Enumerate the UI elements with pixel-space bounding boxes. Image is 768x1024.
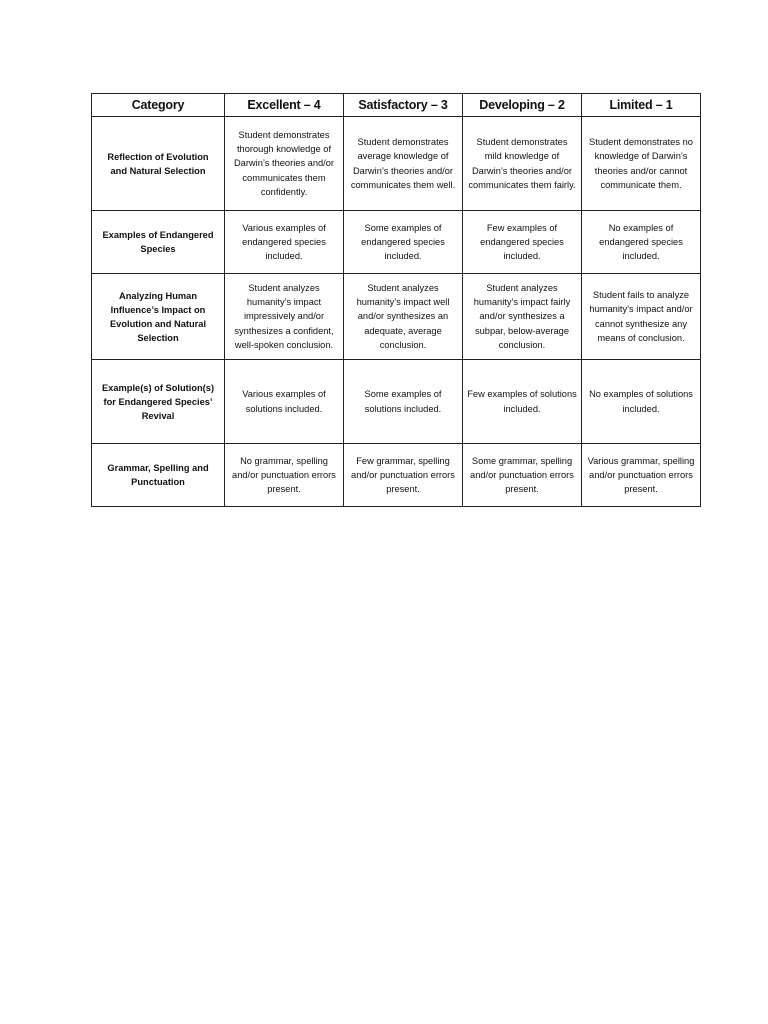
row-category: Reflection of Evolution and Natural Selection [92,117,225,211]
table-row [92,360,701,444]
table-row [92,211,701,274]
rubric-table [91,93,701,507]
row-category: Analyzing Human Influence’s Impact on Evolution and Natural Selection [92,274,225,360]
table-cell: Student demonstrates mild knowledge of Darwin’s theories and/or communicates them fairly. [463,117,582,211]
table-cell: Student demonstrates thorough knowledge of Darwin’s theories and/or communicates them confidently. [225,117,344,211]
row-category: Example(s) of Solution(s) for Endangered Species’ Revival [92,360,225,444]
table-cell: Few examples of endangered species included. [463,211,582,274]
table-cell: No examples of solutions included. [582,360,701,444]
table-cell: Various grammar, spelling and/or punctuation errors present. [582,444,701,507]
table-cell: Few examples of solutions included. [463,360,582,444]
row-category: Grammar, Spelling and Punctuation [92,444,225,507]
table-cell: Various examples of endangered species included. [225,211,344,274]
header-category: Category [92,94,225,117]
header-row [92,94,701,117]
table-cell: Student analyzes humanity’s impact fairly and/or synthesizes a subpar, below-average conclusion. [463,274,582,360]
table-cell: Some examples of endangered species included. [344,211,463,274]
table-row [92,274,701,360]
header-developing: Developing – 2 [463,94,582,117]
table-cell: No examples of endangered species included. [582,211,701,274]
header-satisfactory: Satisfactory – 3 [344,94,463,117]
table-cell: Some grammar, spelling and/or punctuation errors present. [463,444,582,507]
table-row [92,117,701,211]
header-limited: Limited – 1 [582,94,701,117]
table-cell: Student demonstrates no knowledge of Darwin’s theories and/or cannot communicate them. [582,117,701,211]
table-cell: Student analyzes humanity’s impact well and/or synthesizes an adequate, average conclusion. [344,274,463,360]
table-cell: Student analyzes humanity’s impact impressively and/or synthesizes a confident, well-spoken conclusion. [225,274,344,360]
rubric-header [92,94,701,117]
table-cell: No grammar, spelling and/or punctuation errors present. [225,444,344,507]
rubric-body [92,117,701,507]
table-cell: Various examples of solutions included. [225,360,344,444]
table-row [92,444,701,507]
row-category: Examples of Endangered Species [92,211,225,274]
table-cell: Some examples of solutions included. [344,360,463,444]
table-cell: Student fails to analyze humanity’s impact and/or cannot synthesize any means of conclusion. [582,274,701,360]
table-cell: Student demonstrates average knowledge of Darwin’s theories and/or communicates them well. [344,117,463,211]
table-cell: Few grammar, spelling and/or punctuation errors present. [344,444,463,507]
header-excellent: Excellent – 4 [225,94,344,117]
